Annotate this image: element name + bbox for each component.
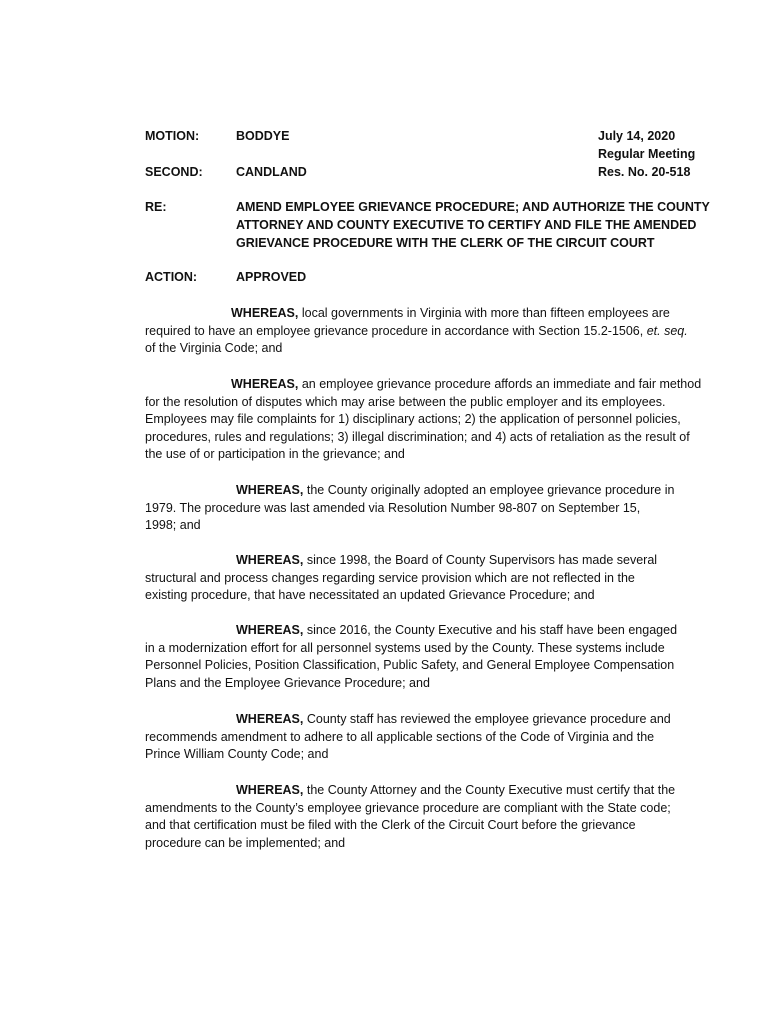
whereas-paragraph <box>145 711 735 764</box>
paragraph-line: WHEREAS, since 1998, the Board of County Supervisors has made several <box>236 553 658 567</box>
resolution-number: Res. No. 20-518 <box>598 165 691 179</box>
meeting-type: Regular Meeting <box>598 147 696 161</box>
whereas-keyword: WHEREAS, <box>236 553 304 567</box>
paragraph-line: WHEREAS, local governments in Virginia with more than fifteen employees are <box>231 306 670 320</box>
paragraph-line: Personnel Policies, Position Classification, Public Safety, and General Employee Compensation <box>145 658 675 673</box>
paragraph-line: procedure can be implemented; and <box>145 835 346 850</box>
second-label: SECOND: <box>145 165 203 179</box>
paragraph-line: amendments to the County’s employee grievance procedure are compliant with the State code; <box>145 800 671 815</box>
paragraph-line: Employees may file complaints for 1) disciplinary actions; 2) the application of personnel policies, <box>145 412 681 427</box>
paragraph-line: in a modernization effort for all personnel systems used by the County. These systems include <box>145 640 665 655</box>
whereas-paragraph <box>145 376 735 464</box>
whereas-keyword: WHEREAS, <box>231 377 299 391</box>
paragraph-line: required to have an employee grievance procedure in accordance with Section 15.2-1506, et. seq. <box>145 323 688 338</box>
paragraph-line: for the resolution of disputes which may arise between the public employer and its employees. <box>145 394 666 409</box>
re-subject-line: ATTORNEY AND COUNTY EXECUTIVE TO CERTIFY AND FILE THE AMENDED <box>236 218 697 232</box>
second-value: CANDLAND <box>236 165 307 179</box>
re-subject-line: AMEND EMPLOYEE GRIEVANCE PROCEDURE; AND AUTHORIZE THE COUNTY <box>236 200 710 214</box>
whereas-paragraph <box>145 782 735 852</box>
paragraph-line: of the Virginia Code; and <box>145 341 283 356</box>
re-subject <box>236 198 716 252</box>
paragraph-line: 1979. The procedure was last amended via Resolution Number 98-807 on September 15, <box>145 500 641 515</box>
paragraph-line: WHEREAS, the County Attorney and the County Executive must certify that the <box>236 783 676 797</box>
whereas-paragraph <box>145 305 735 358</box>
meeting-date: July 14, 2020 <box>598 129 676 143</box>
whereas-paragraph <box>145 622 735 692</box>
whereas-keyword: WHEREAS, <box>236 623 304 637</box>
paragraph-line: the use of or participation in the grievance; and <box>145 447 405 462</box>
action-value: APPROVED <box>236 270 307 284</box>
whereas-paragraph <box>145 482 735 535</box>
paragraph-line: recommends amendment to adhere to all applicable sections of the Code of Virginia and the <box>145 729 655 744</box>
et-seq-italic: et. seq. <box>646 323 688 338</box>
whereas-keyword: WHEREAS, <box>236 483 304 497</box>
paragraph-line: procedures, rules and regulations; 3) illegal discrimination; and 4) acts of retaliation as the result of <box>145 429 690 444</box>
re-label: RE: <box>145 200 167 214</box>
whereas-keyword: WHEREAS, <box>236 783 304 797</box>
action-label: ACTION: <box>145 270 198 284</box>
paragraph-line: WHEREAS, the County originally adopted an employee grievance procedure in <box>236 483 675 497</box>
whereas-paragraph <box>145 552 735 605</box>
paragraph-line: WHEREAS, County staff has reviewed the employee grievance procedure and <box>236 712 671 726</box>
re-subject-line: GRIEVANCE PROCEDURE WITH THE CLERK OF THE CIRCUIT COURT <box>236 236 655 250</box>
paragraph-line: structural and process changes regarding service provision which are not reflected in the <box>145 570 635 585</box>
whereas-keyword: WHEREAS, <box>236 712 304 726</box>
paragraph-line: and that certification must be filed with the Clerk of the Circuit Court before the grievance <box>145 818 636 833</box>
paragraph-line: Plans and the Employee Grievance Procedure; and <box>145 675 430 690</box>
paragraph-line: WHEREAS, since 2016, the County Executive and his staff have been engaged <box>236 623 678 637</box>
paragraph-line: WHEREAS, an employee grievance procedure affords an immediate and fair method <box>231 377 702 391</box>
motion-value: BODDYE <box>236 129 290 143</box>
paragraph-line: Prince William County Code; and <box>145 747 329 762</box>
paragraph-line: existing procedure, that have necessitated an updated Grievance Procedure; and <box>145 588 595 603</box>
whereas-keyword: WHEREAS, <box>231 306 299 320</box>
paragraph-line: 1998; and <box>145 518 201 533</box>
motion-label: MOTION: <box>145 129 200 143</box>
